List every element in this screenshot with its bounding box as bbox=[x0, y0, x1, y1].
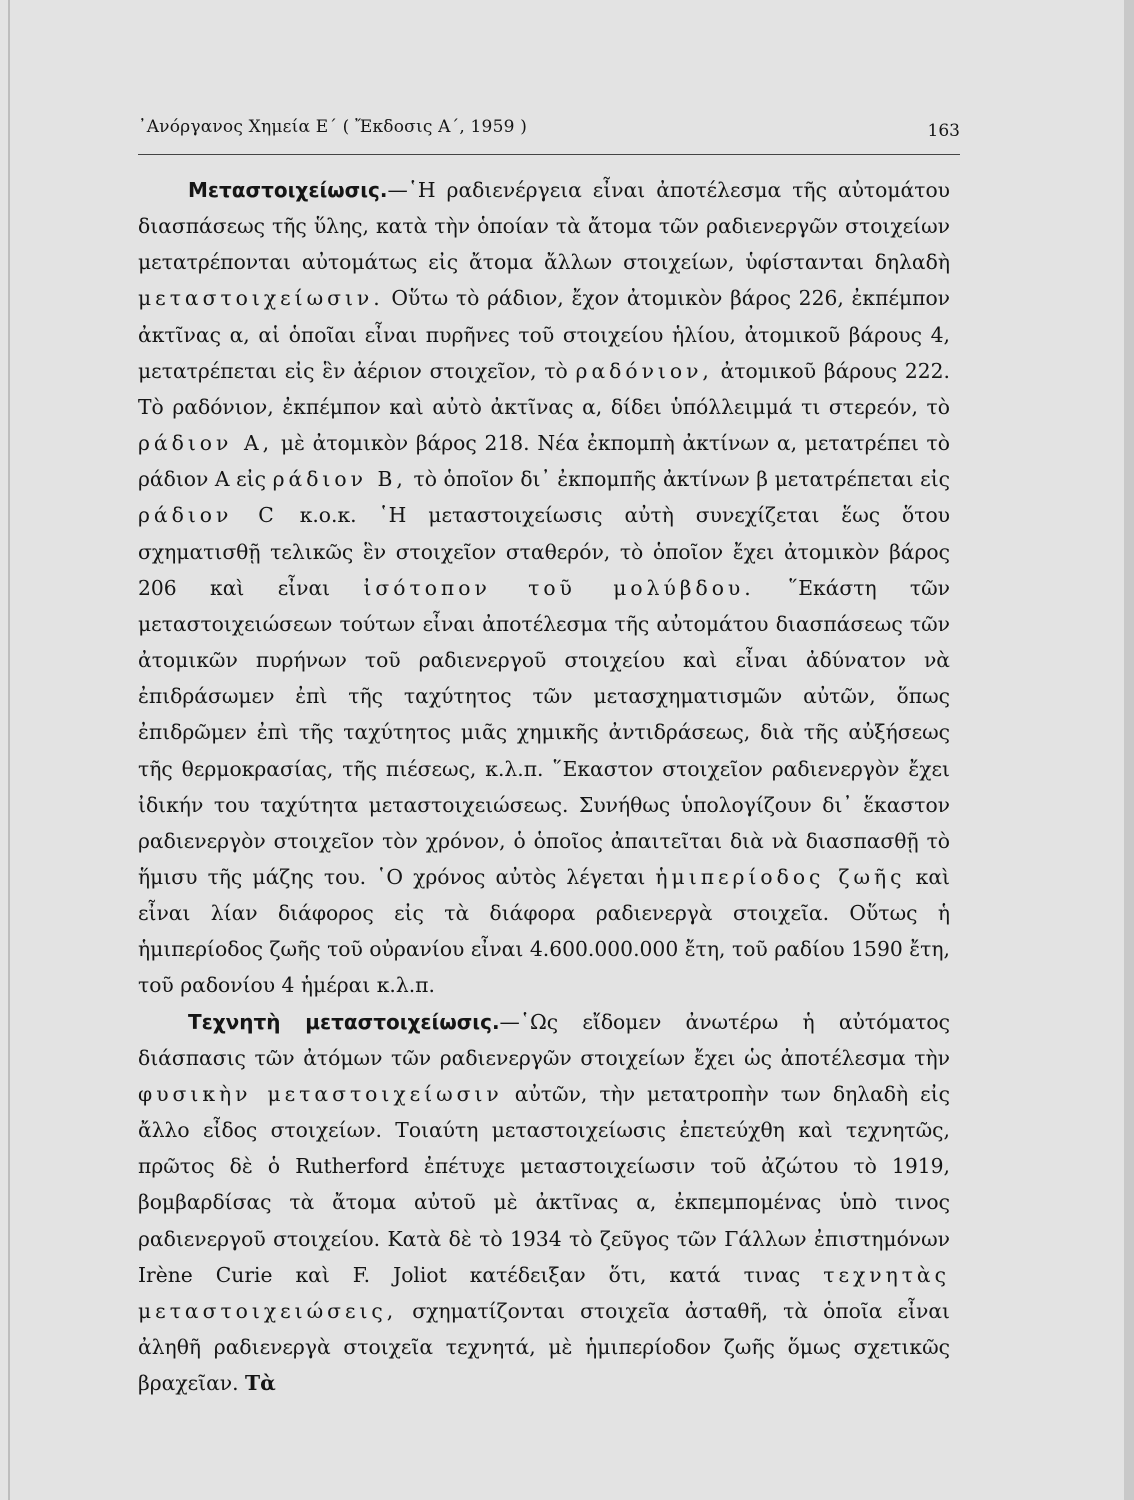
running-header bbox=[138, 117, 960, 147]
section-heading-transmutation: Μεταστοιχείωσις. bbox=[188, 178, 388, 202]
text-run: —῾Ως εἴδομεν ἀνωτέρω ἡ αὐτόματος διάσπασις τῶν ἀτόμων τῶν ραδιενεργῶν στοιχείων ἔχει ὡς ἀποτέλεσμα τὴν bbox=[138, 1009, 950, 1070]
spaced-term: ράδιον Α, bbox=[138, 431, 274, 456]
page-body bbox=[138, 172, 950, 1401]
section-heading-artificial: Τεχνητὴ μεταστοιχείωσις. bbox=[188, 1009, 500, 1034]
page-left-edge bbox=[8, 0, 10, 1500]
spaced-term: μεταστοιχείωσιν. bbox=[138, 286, 384, 311]
text-run: ἀτομικοῦ βάρους 222. Τὸ ραδόνιον, ἐκπέμπον καὶ αὐτὸ ἀκτῖνας α, δίδει ὑπόλλειμμά τι στερεόν, τὸ bbox=[138, 358, 951, 419]
page-number: 163 bbox=[927, 121, 960, 141]
text-run: αὐτῶν, τὴν μετατροπὴν των δηλαδὴ εἰς ἄλλο εἶδος στοιχείων. Τοιαύτη μεταστοιχείωσις ἐπετεύχθη καὶ τεχνητῶς, πρῶτος δὲ ὁ Rutherford ἐπέτυχε μεταστοιχείωσιν τοῦ ἀζώτου τὸ 1919, βομβαρδίσας τὰ ἄτομα αὐτοῦ μὲ ἀκτῖνας α, ἐκπεμπομένας ὑπὸ τινος ραδιενεργοῦ στοιχείου. Κατὰ δὲ τὸ 1934 τὸ ζεῦγος τῶν Γάλλων ἐπιστημόνων Irène Curie καὶ F. Joliot κατέδειξαν ὅτι, κατά τινας bbox=[138, 1081, 950, 1287]
spaced-term: ραδόνιον, bbox=[575, 358, 713, 383]
header-rule bbox=[138, 154, 960, 155]
book-title: ᾿Ανόργανος Χημεία Ε΄ ( Ἔκδοσις Α΄, 1959 ) bbox=[138, 117, 528, 137]
text-run: μὲ ἀτομικὸν βάρος 218. Νέα ἐκπομπὴ ἀκτίνων α, μετατρέπει τὸ ράδιον Α εἰς bbox=[138, 431, 950, 492]
spaced-term: ἰσότοπον τοῦ μολύβδου. bbox=[363, 575, 755, 600]
spaced-term: τεχνητὰς μεταστοιχειώσεις, bbox=[138, 1262, 950, 1323]
paragraph-transmutation bbox=[138, 172, 950, 1004]
spaced-term: ράδιον Β, bbox=[272, 467, 407, 492]
text-run: σχηματίζονται στοιχεῖα ἀσταθῆ, τὰ ὁποῖα εἶναι ἀληθῆ ραδιενεργὰ στοιχεῖα τεχνητά, μὲ ἡμιπερίοδον ζωῆς ὅμως σχετικῶς βραχεῖαν. bbox=[138, 1298, 950, 1396]
text-run: κ.ο.κ. ῾Η μεταστοιχείωσις αὐτὴ συνεχίζεται ἕως ὅτου σχηματισθῇ τελικῶς ἓν στοιχεῖον σταθερόν, τὸ ὁποῖον ἔχει ἀτομικὸν βάρος 206 καὶ εἶναι bbox=[138, 503, 950, 600]
page-right-edge bbox=[1124, 0, 1134, 1500]
spaced-term: φυσικὴν μεταστοιχείωσιν bbox=[138, 1081, 503, 1106]
text-run: καὶ εἶναι λίαν διάφορος εἰς τὰ διάφορα ραδιενεργὰ στοιχεῖα. Οὕτως ἡ ἡμιπερίοδος ζωῆς τοῦ οὐρανίου εἶναι 4.600.000.000 ἔτη, τοῦ ραδίου 1590 ἔτη, τοῦ ραδονίου 4 ἡμέραι κ.λ.π. bbox=[138, 864, 950, 998]
paragraph-artificial-transmutation bbox=[138, 1004, 950, 1402]
spaced-term: ἡμιπερίοδος ζωῆς bbox=[655, 864, 906, 889]
text-run: Οὕτω τὸ ράδιον, ἔχον ἀτομικὸν βάρος 226, ἐκπέμπον ἀκτῖνας α, αἱ ὁποῖαι εἶναι πυρῆνες τοῦ στοιχείου ἡλίου, ἀτομικοῦ βάρους 4, μετατρέπεται εἰς ἓν ἀέριον στοιχεῖον, τὸ bbox=[138, 286, 950, 383]
continued-word: Τὰ bbox=[245, 1371, 276, 1396]
text-run: —῾Η ραδιενέργεια εἶναι ἀποτέλεσμα τῆς αὐτομάτου διασπάσεως τῆς ὕλης, κατὰ τὴν ὁποίαν τὰ ἄτομα τῶν ραδιενεργῶν στοιχείων μετατρέπονται αὐτομάτως εἰς ἄτομα ἄλλων στοιχείων, ὑφίστανται δηλαδὴ bbox=[138, 178, 950, 275]
text-run: ῞Εκάστη τῶν μεταστοιχειώσεων τούτων εἶναι ἀποτέλεσμα τῆς αὐτομάτου διασπάσεως τῶν ἀτομικῶν πυρήνων τοῦ ραδιενεργοῦ στοιχείου καὶ εἶναι ἀδύνατον νὰ ἐπιδράσωμεν ἐπὶ τῆς ταχύτητος τῶν μετασχηματισμῶν αὐτῶν, ὅπως ἐπιδρῶμεν ἐπὶ τῆς ταχύτητος μιᾶς χημικῆς ἀντιδράσεως, διὰ τῆς αὐξήσεως τῆς θερμοκρασίας, τῆς πιέσεως, κ.λ.π. ῞Εκαστον στοιχεῖον ραδιενεργὸν ἔχει ἰδικήν του ταχύτητα μεταστοιχειώσεως. Συνήθως ὑπολογίζουν δι᾿ ἕκαστον ραδιενεργὸν στοιχεῖον τὸν χρόνον, ὁ ὁποῖος ἀπαιτεῖται διὰ νὰ διασπασθῇ τὸ ἥμισυ τῆς μάζης του. ῾Ο χρόνος αὐτὸς λέγεται bbox=[138, 575, 951, 889]
spaced-term: ράδιον C bbox=[138, 503, 278, 528]
text-run: τὸ ὁποῖον δι᾿ ἐκπομπῆς ἀκτίνων β μετατρέπεται εἰς bbox=[413, 467, 951, 492]
